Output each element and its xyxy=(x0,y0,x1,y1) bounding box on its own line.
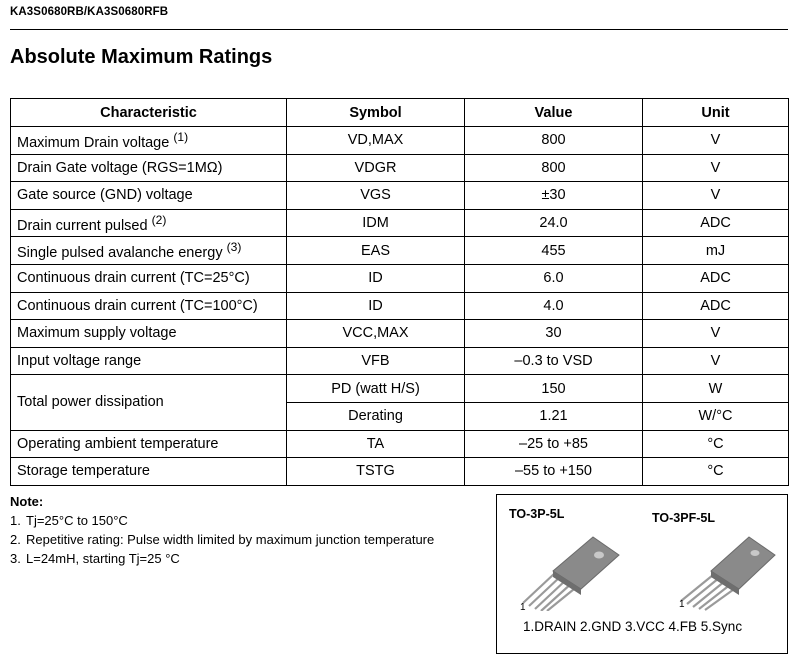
unit-cell: ADC xyxy=(643,209,789,237)
to3p-mount-hole-icon xyxy=(594,552,604,559)
column-header-characteristic: Characteristic xyxy=(11,99,287,127)
table-row xyxy=(11,209,789,237)
symbol-cell: PD (watt H/S) xyxy=(287,375,465,403)
characteristic-cell: Drain Gate voltage (RGS=1MΩ) xyxy=(11,154,287,182)
table-row xyxy=(11,292,789,320)
footnote-ref: (1) xyxy=(173,129,189,144)
table-row xyxy=(11,237,789,265)
value-cell: –55 to +150 xyxy=(465,458,643,486)
package-label-to3p: TO-3P-5L xyxy=(509,507,565,521)
unit-cell: W xyxy=(643,375,789,403)
table-row xyxy=(11,182,789,210)
value-cell: 150 xyxy=(465,375,643,403)
note-item xyxy=(10,530,490,549)
unit-cell: V xyxy=(643,320,789,348)
unit-cell: ADC xyxy=(643,292,789,320)
footnote-ref: (3) xyxy=(226,240,242,255)
unit-cell: V xyxy=(643,127,789,155)
footnote-ref: (2) xyxy=(151,212,167,227)
notes-title: Note: xyxy=(10,494,44,509)
value-cell: 30 xyxy=(465,320,643,348)
unit-cell: V xyxy=(643,182,789,210)
characteristic-cell: Input voltage range xyxy=(11,347,287,375)
characteristic-cell: Operating ambient temperature xyxy=(11,430,287,458)
to3pf-mount-hole-icon xyxy=(751,550,760,556)
unit-cell: W/°C xyxy=(643,402,789,430)
unit-cell: °C xyxy=(643,430,789,458)
symbol-cell: TSTG xyxy=(287,458,465,486)
characteristic-cell xyxy=(11,127,287,155)
note-number: 3. xyxy=(10,551,21,566)
table-row xyxy=(11,264,789,292)
characteristic-cell xyxy=(11,237,287,265)
unit-cell: ADC xyxy=(643,264,789,292)
package-label-to3pf: TO-3PF-5L xyxy=(652,511,715,525)
section-title: Absolute Maximum Ratings xyxy=(10,46,273,68)
part-number-header: KA3S0680RB/KA3S0680RFB xyxy=(10,6,169,18)
to3p-package-image xyxy=(515,531,625,611)
table-row xyxy=(11,154,789,182)
column-header-unit: Unit xyxy=(643,99,789,127)
symbol-cell: IDM xyxy=(287,209,465,237)
table-row xyxy=(11,430,789,458)
characteristic-cell: Maximum supply voltage xyxy=(11,320,287,348)
pin-assignment-caption: 1.DRAIN 2.GND 3.VCC 4.FB 5.Sync xyxy=(523,619,743,634)
characteristic-cell: Continuous drain current (TC=25°C) xyxy=(11,264,287,292)
notes-section xyxy=(10,492,490,568)
unit-cell: V xyxy=(643,154,789,182)
value-cell: 24.0 xyxy=(465,209,643,237)
value-cell: 800 xyxy=(465,127,643,155)
unit-cell: V xyxy=(643,347,789,375)
table-header-row xyxy=(11,99,789,127)
unit-cell: °C xyxy=(643,458,789,486)
characteristic-text: Drain current pulsed xyxy=(17,217,148,234)
note-text: Tj=25°C to 150°C xyxy=(26,513,128,528)
value-cell: 1.21 xyxy=(465,402,643,430)
table-row xyxy=(11,375,789,403)
to3pf-package-image xyxy=(675,533,785,611)
note-number: 1. xyxy=(10,513,21,528)
characteristic-text: Maximum Drain voltage xyxy=(17,134,170,151)
table-row xyxy=(11,320,789,348)
note-text: Repetitive rating: Pulse width limited by maximum junction temperature xyxy=(26,532,435,547)
symbol-cell: VGS xyxy=(287,182,465,210)
value-cell: –0.3 to VSD xyxy=(465,347,643,375)
symbol-cell: ID xyxy=(287,292,465,320)
characteristic-cell xyxy=(11,209,287,237)
symbol-cell: ID xyxy=(287,264,465,292)
value-cell: 455 xyxy=(465,237,643,265)
column-header-symbol: Symbol xyxy=(287,99,465,127)
column-header-value: Value xyxy=(465,99,643,127)
symbol-cell: Derating xyxy=(287,402,465,430)
value-cell: ±30 xyxy=(465,182,643,210)
characteristic-cell: Gate source (GND) voltage xyxy=(11,182,287,210)
symbol-cell: TA xyxy=(287,430,465,458)
note-item xyxy=(10,511,490,530)
characteristic-text: Single pulsed avalanche energy xyxy=(17,245,223,262)
symbol-cell: VCC,MAX xyxy=(287,320,465,348)
header-divider xyxy=(10,29,788,30)
note-text: L=24mH, starting Tj=25 °C xyxy=(26,551,180,566)
note-number: 2. xyxy=(10,532,21,547)
table-row xyxy=(11,458,789,486)
symbol-cell: VFB xyxy=(287,347,465,375)
package-diagram-box xyxy=(496,494,788,654)
value-cell: 4.0 xyxy=(465,292,643,320)
value-cell: 6.0 xyxy=(465,264,643,292)
value-cell: 800 xyxy=(465,154,643,182)
characteristic-cell: Continuous drain current (TC=100°C) xyxy=(11,292,287,320)
symbol-cell: EAS xyxy=(287,237,465,265)
characteristic-cell: Storage temperature xyxy=(11,458,287,486)
value-cell: –25 to +85 xyxy=(465,430,643,458)
pin1-marker: 1 xyxy=(679,599,685,610)
symbol-cell: VD,MAX xyxy=(287,127,465,155)
symbol-cell: VDGR xyxy=(287,154,465,182)
table-row xyxy=(11,347,789,375)
characteristic-cell: Total power dissipation xyxy=(11,375,287,430)
pin1-marker: 1 xyxy=(520,602,526,613)
ratings-table xyxy=(10,98,789,486)
note-item xyxy=(10,549,490,568)
table-row xyxy=(11,127,789,155)
unit-cell: mJ xyxy=(643,237,789,265)
